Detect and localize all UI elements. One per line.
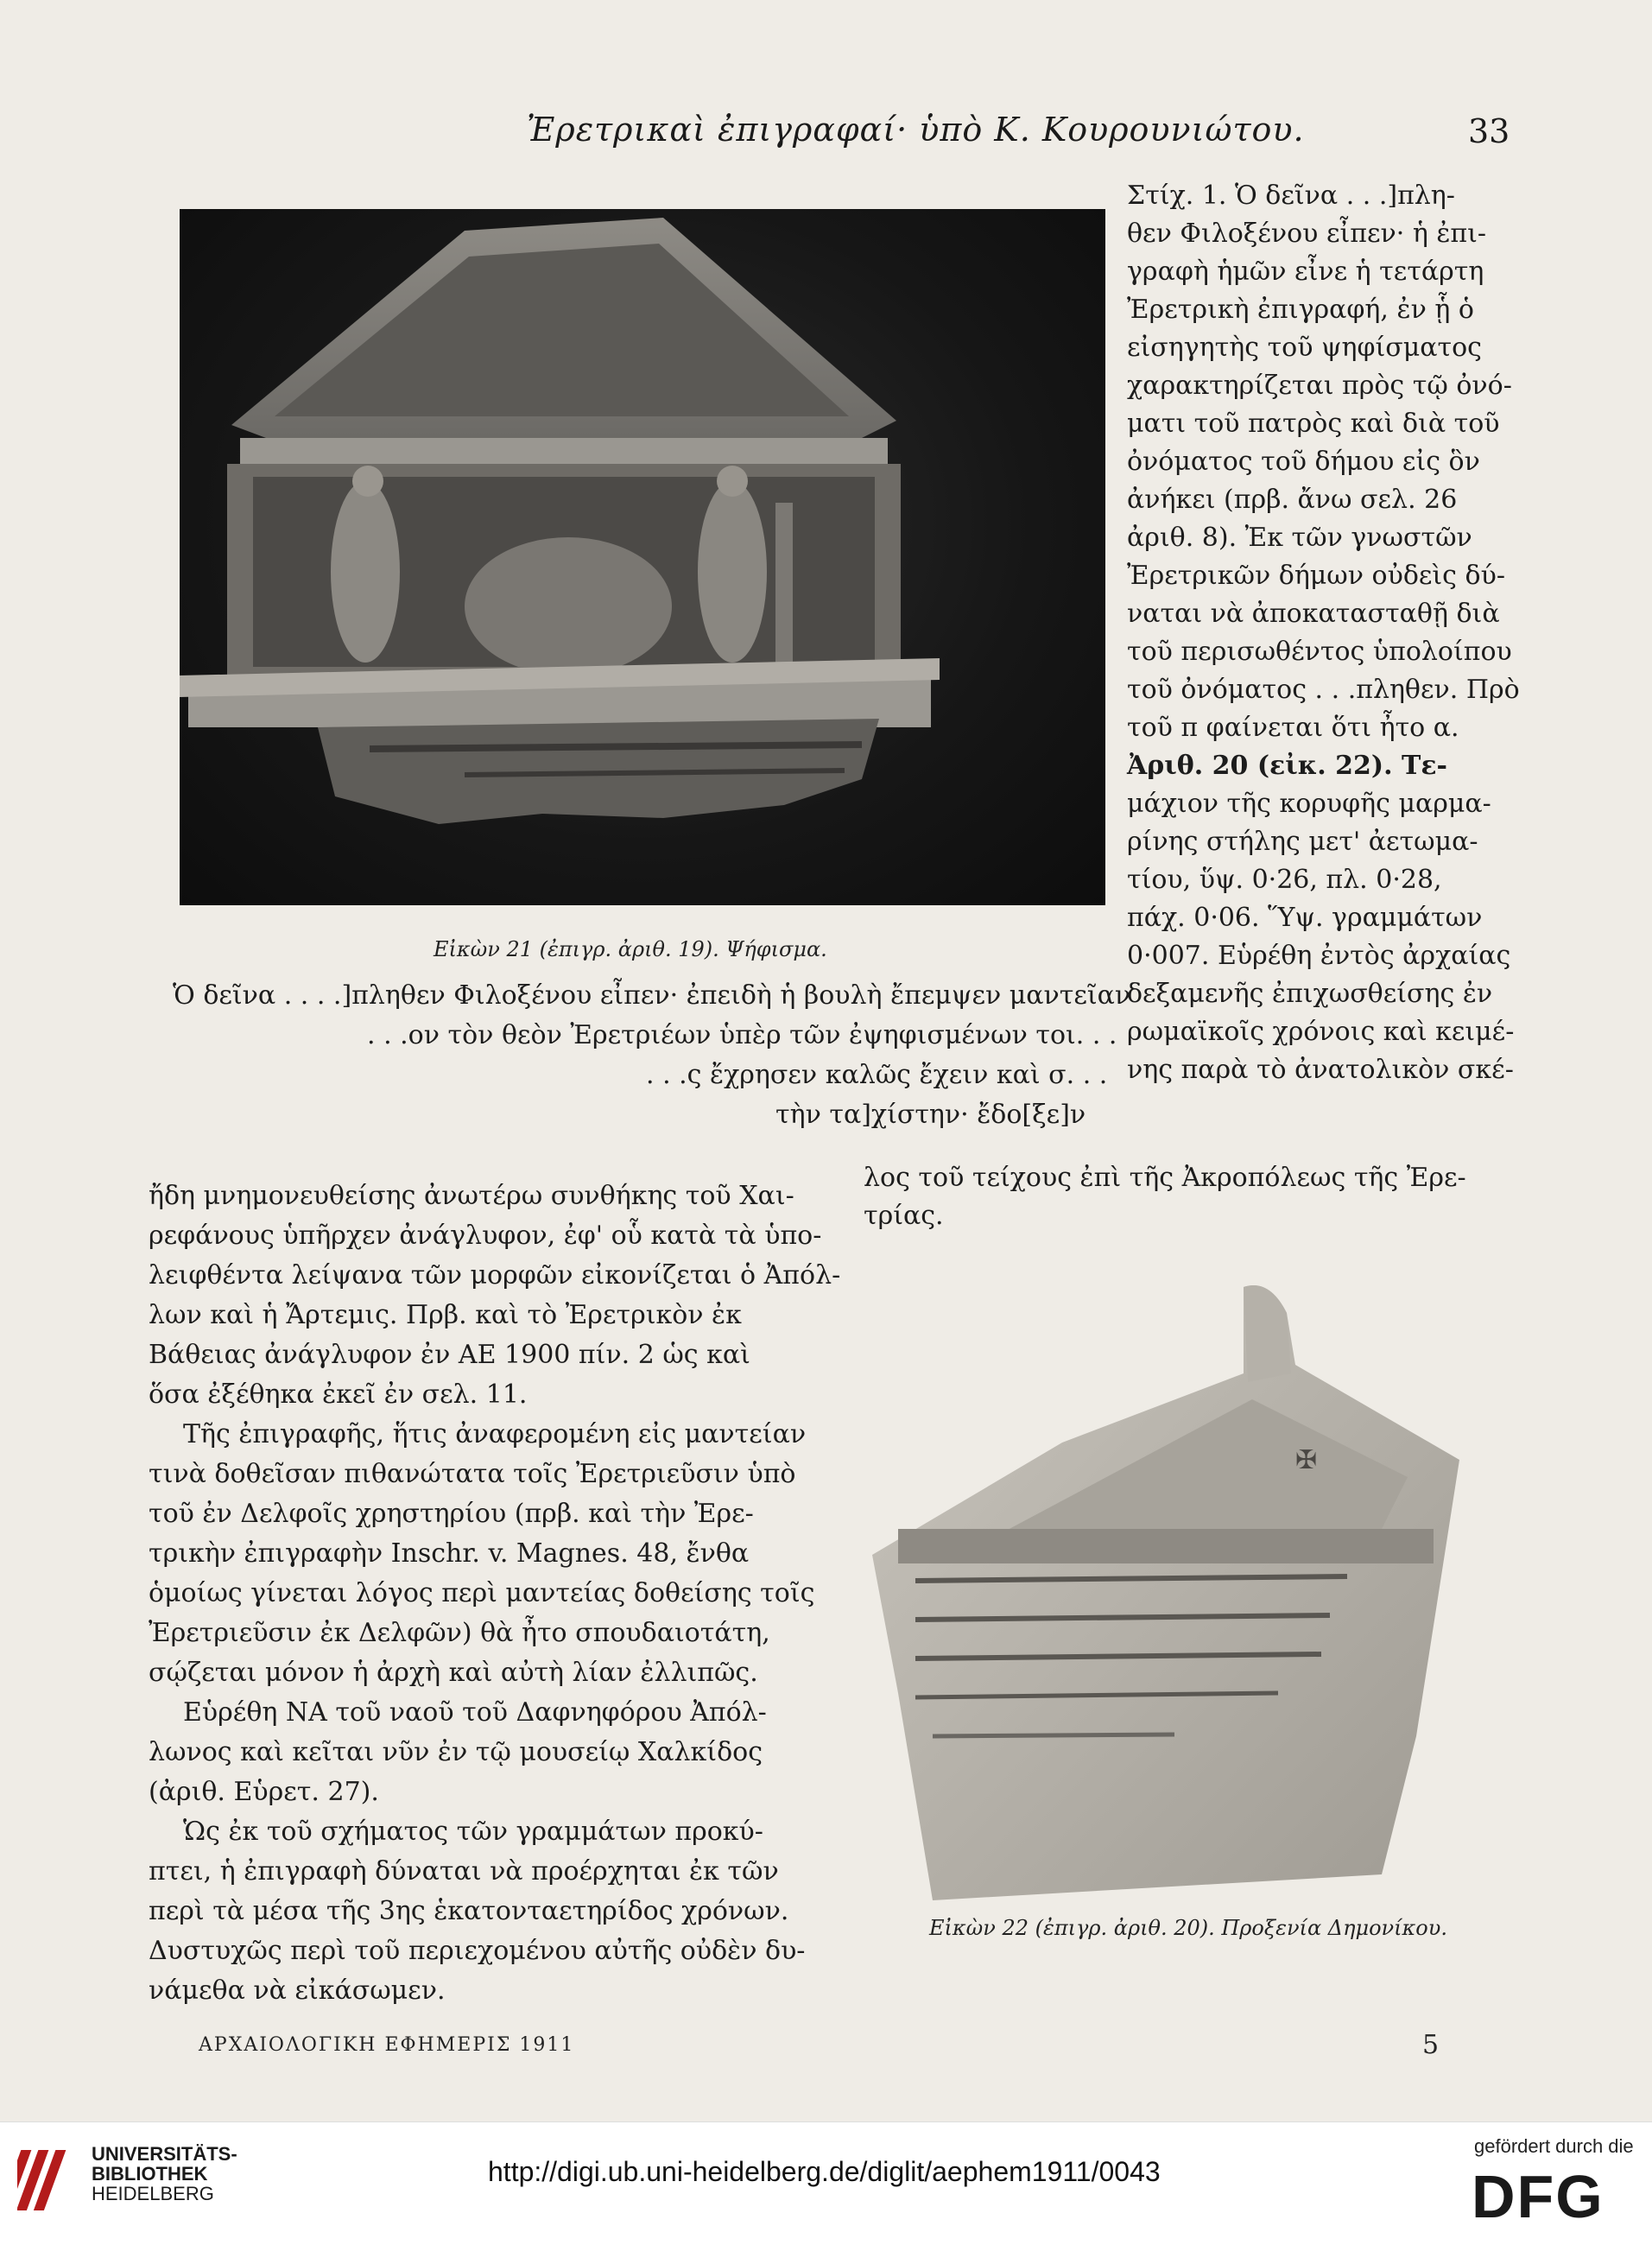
left-column-text — [149, 1176, 841, 2011]
permalink-url[interactable]: http://digi.ub.uni-heidelberg.de/diglit/aephem1911/0043 — [488, 2156, 1161, 2187]
text-line: ὅσα ἐξέθηκα ἐκεῖ ἐν σελ. 11. — [149, 1379, 528, 1410]
text-line: ματι τοῦ πατρὸς καὶ διὰ τοῦ — [1127, 409, 1500, 439]
inscription-line: . . .ς ἔχρησεν καλῶς ἔχειν καὶ σ. . . — [646, 1060, 1108, 1090]
text-line: νης παρὰ τὸ ἀνατολικὸν σκέ- — [1127, 1055, 1514, 1085]
text-line: ἤδη μνημονευθείσης ἀνωτέρω συνθήκης τοῦ Χαι- — [149, 1181, 794, 1211]
text-line: Εὑρέθη ΝΑ τοῦ ναοῦ τοῦ Δαφνηφόρου Ἀπόλ- — [183, 1697, 767, 1728]
funded-by-label: gefördert durch die — [1474, 2135, 1634, 2157]
text-line: ὁμοίως γίνεται λόγος περὶ μαντείας δοθείσης τοῖς — [149, 1578, 815, 1608]
text-line: μάχιον τῆς κορυφῆς μαρμα- — [1127, 789, 1491, 819]
text-line: τοῦ π φαίνεται ὅτι ἦτο α. — [1127, 713, 1459, 743]
text-line: πάχ. 0·06. Ὕψ. γραμμάτων — [1127, 903, 1483, 933]
text-line: Στίχ. 1. Ὁ δεῖνα . . .]πλη- — [1127, 181, 1455, 211]
text-line: δεξαμενῆς ἐπιχωσθείσης ἐν — [1127, 979, 1493, 1009]
text-line: τοῦ ὀνόματος . . .πληθεν. Πρὸ — [1127, 675, 1520, 705]
text-line: λων καὶ ἡ Ἄρτεμις. Πρβ. καὶ τὸ Ἐρετρικὸν ἐκ — [149, 1300, 742, 1330]
journal-footer: ΑΡΧΑΙΟΛΟΓΙΚΗ ΕΦΗΜΕΡΙΣ 1911 — [199, 2034, 575, 2056]
text-line: Ὡς ἐκ τοῦ σχήματος τῶν γραμμάτων προκύ- — [183, 1817, 763, 1847]
text-line: χαρακτηρίζεται πρὸς τῷ ὀνό- — [1127, 371, 1512, 401]
library-name-line: BIBLIOTHEK — [92, 2163, 208, 2185]
right-column-continuation — [864, 1159, 1520, 1235]
library-name-line: HEIDELBERG — [92, 2183, 214, 2204]
svg-text:✠: ✠ — [1295, 1445, 1318, 1475]
running-header-title: Ἐρετρικαὶ ἐπιγραφαί· ὑπὸ Κ. Κουρουνιώτου. — [527, 111, 1305, 149]
text-line: τοῦ ἐν Δελφοῖς χρηστηρίου (πρβ. καὶ τὴν Ἐρε- — [149, 1499, 754, 1529]
text-line: Ἐρετρικῶν δήμων οὐδεὶς δύ- — [1127, 561, 1505, 591]
text-line: (ἀριθ. Εὑρετ. 27). — [149, 1777, 379, 1807]
inscription-line: Ὁ δεῖνα . . . .]πληθεν Φιλοξένου εἶπεν· ἐπειδὴ ἡ βουλὴ ἔπεμψεν μαντεῖαν — [173, 980, 1131, 1011]
library-name-line: UNIVERSITÄTS- — [92, 2143, 237, 2165]
text-line: σῴζεται μόνον ἡ ἀρχὴ καὶ αὐτὴ λίαν ἐλλιπῶς. — [149, 1658, 758, 1688]
text-line: τρικὴν ἐπιγραφὴν Inschr. v. Magnes. 48, ἔνθα — [149, 1538, 750, 1569]
text-line: λος τοῦ τείχους ἐπὶ τῆς Ἀκροπόλεως τῆς Ἐρε- — [864, 1163, 1466, 1193]
inscription-transcription — [173, 976, 1131, 1135]
text-line: ρωμαϊκοῖς χρόνοις καὶ κειμέ- — [1127, 1017, 1515, 1047]
figure-22-caption: Εἰκὼν 22 (ἐπιγρ. ἀριθ. 20). Προξενία Δημονίκου. — [929, 1916, 1447, 1940]
text-line: Ἀριθ. 20 (εἰκ. 22). Τε- — [1127, 751, 1448, 781]
inscription-line: τὴν τα]χίστην· ἔδο[ξε]ν — [775, 1100, 1086, 1130]
university-library-name — [92, 2144, 237, 2204]
inscription-line: . . .ον τὸν θεὸν Ἐρετριέων ὑπὲρ τῶν ἐψηφισμένων τοι. . . — [367, 1020, 1117, 1050]
text-line: ἀριθ. 8). Ἐκ τῶν γνωστῶν — [1127, 523, 1472, 553]
text-line: ἀνήκει (πρβ. ἄνω σελ. 26 — [1127, 485, 1458, 515]
text-line: Ἐρετριεῦσιν ἐκ Δελφῶν) θὰ ἦτο σπουδαιοτάτη, — [149, 1618, 770, 1648]
page-number: 33 — [1468, 112, 1510, 150]
university-library-logo-icon — [17, 2141, 79, 2216]
signature-mark: 5 — [1422, 2030, 1440, 2060]
text-line: περὶ τὰ μέσα τῆς 3ης ἑκατονταετηρίδος χρόνων. — [149, 1896, 789, 1926]
figure-22-photo — [864, 1278, 1459, 1900]
text-line: Βάθειας ἀνάγλυφον ἐν ΑΕ 1900 πίν. 2 ὡς καὶ — [149, 1340, 750, 1370]
text-line: θεν Φιλοξένου εἶπεν· ἡ ἐπι- — [1127, 219, 1487, 249]
text-line: ὀνόματος τοῦ δήμου εἰς ὃν — [1127, 447, 1480, 477]
dfg-logo-icon — [1468, 2164, 1632, 2224]
text-line: ρεφάνους ὑπῆρχεν ἀνάγλυφον, ἐφ' οὗ κατὰ τὰ ὑπο- — [149, 1221, 822, 1251]
text-line: γραφὴ ἡμῶν εἶνε ἡ τετάρτη — [1127, 257, 1484, 287]
figure-21-photo — [180, 209, 1105, 905]
text-line: τοῦ περισωθέντος ὑπολοίπου — [1127, 637, 1512, 667]
text-line: Τῆς ἐπιγραφῆς, ἥτις ἀναφερομένη εἰς μαντείαν — [183, 1419, 807, 1449]
right-column-text — [1127, 177, 1520, 1089]
text-line: ναται νὰ ἀποκατασταθῇ διὰ — [1127, 599, 1500, 629]
figure-21-caption: Εἰκὼν 21 (ἐπιγρ. ἀριθ. 19). Ψήφισμα. — [434, 937, 827, 961]
text-line: 0·007. Εὑρέθη ἐντὸς ἀρχαίας — [1127, 941, 1511, 971]
text-line: τίου, ὕψ. 0·26, πλ. 0·28, — [1127, 865, 1442, 895]
text-line: τινὰ δοθεῖσαν πιθανώτατα τοῖς Ἐρετριεῦσιν ὑπὸ — [149, 1459, 796, 1489]
text-line: εἰσηγητὴς τοῦ ψηφίσματος — [1127, 333, 1482, 363]
text-line: νάμεθα νὰ εἰκάσωμεν. — [149, 1975, 446, 2006]
text-line: πτει, ἡ ἐπιγραφὴ δύναται νὰ προέρχηται ἐκ τῶν — [149, 1856, 779, 1887]
text-line: ρίνης στήλης μετ' ἀετωμα- — [1127, 827, 1478, 857]
text-line: λειφθέντα λείψανα τῶν μορφῶν εἰκονίζεται ὁ Ἀπόλ- — [149, 1260, 841, 1291]
text-line: Δυστυχῶς περὶ τοῦ περιεχομένου αὐτῆς οὐδὲν δυ- — [149, 1936, 806, 1966]
text-line: λωνος καὶ κεῖται νῦν ἐν τῷ μουσείῳ Χαλκίδος — [149, 1737, 763, 1767]
text-line: τρίας. — [864, 1201, 944, 1231]
dfg-logo-text: DFG — [1472, 2164, 1605, 2224]
text-line: Ἐρετρικὴ ἐπιγραφή, ἐν ᾗ ὁ — [1127, 295, 1474, 325]
